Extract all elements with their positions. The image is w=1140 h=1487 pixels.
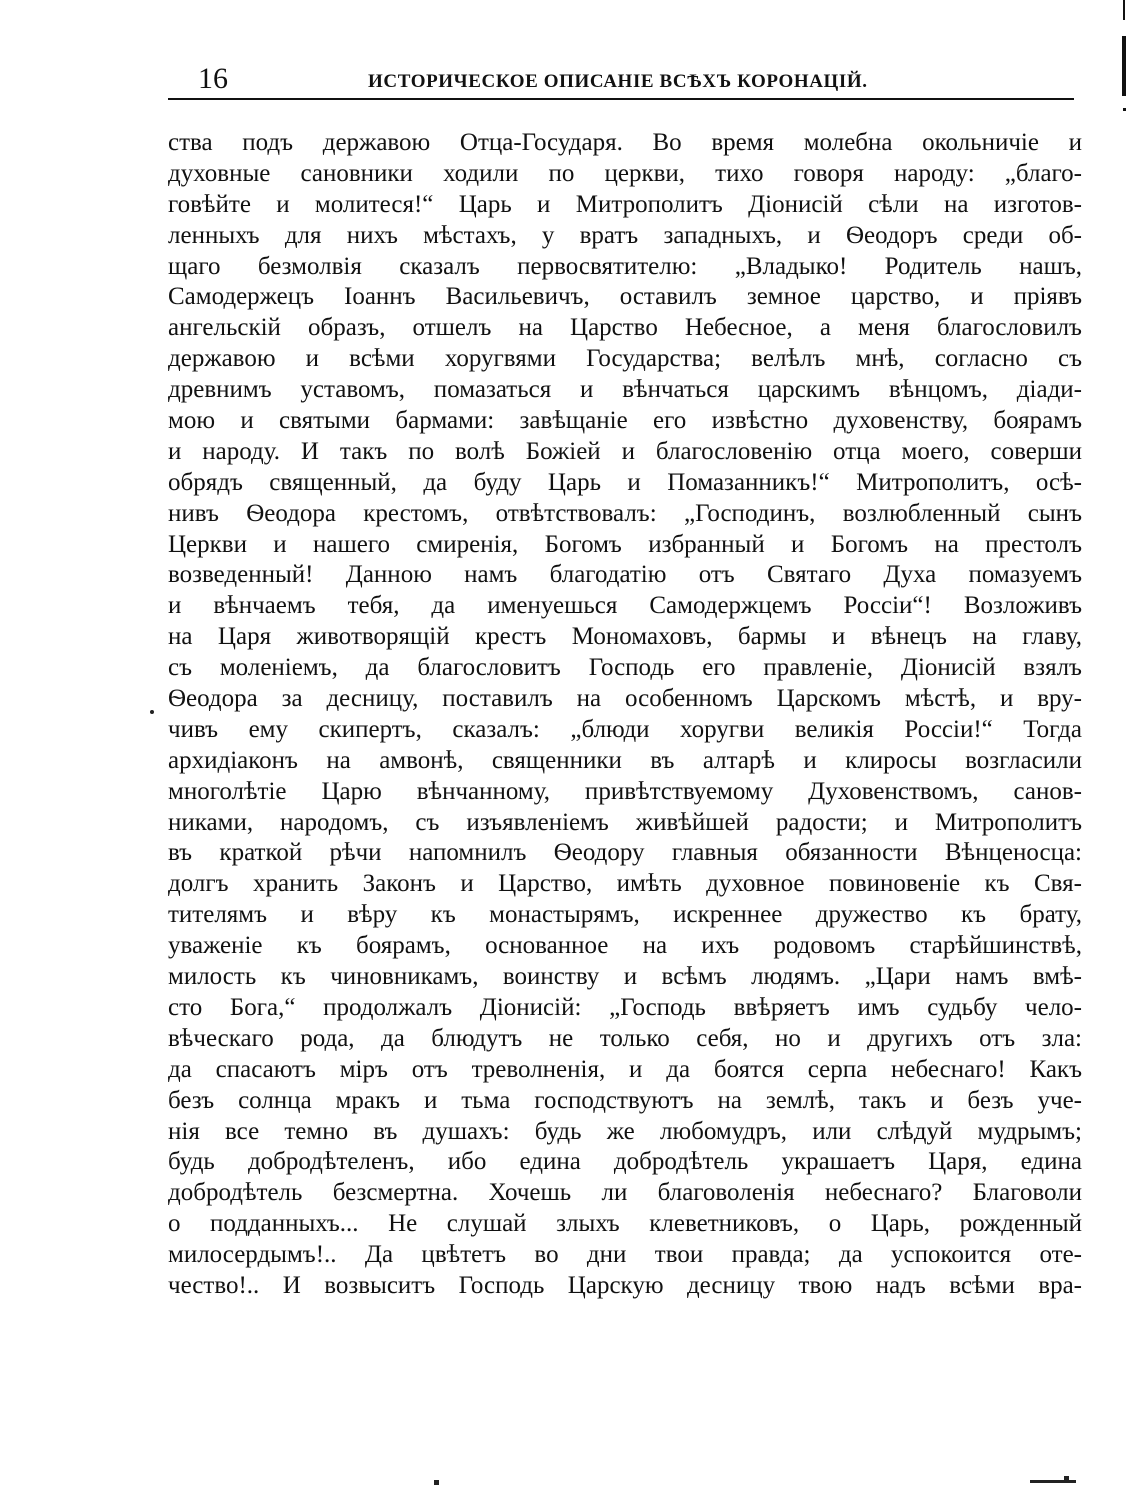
body-text — [168, 128, 1082, 1302]
scan-speck — [150, 710, 154, 714]
text-line: никами, народомъ, съ изъявленіемъ живѣйшей радости; и Митрополитъ — [168, 808, 1082, 836]
text-line: многолѣтіе Царю вѣнчанному, привѣтствуемому Духовенствомъ, санов- — [168, 777, 1082, 805]
text-line: нивъ Ѳеодора крестомъ, отвѣтствовалъ: „Господинъ, возлюбленный сынъ — [168, 499, 1082, 527]
text-line: чивъ ему скипертъ, сказалъ: „блюди хоругви великія Россіи!“ Тогда — [168, 715, 1082, 743]
margin-mark-bar — [1123, 0, 1125, 20]
text-line: ленныхъ для нихъ мѣстахъ, у вратъ западныхъ, и Ѳеодоръ среди об- — [168, 221, 1082, 249]
text-line: архидіаконъ на амвонѣ, священники въ алтарѣ и клиросы возгласили — [168, 746, 1082, 774]
text-line: державою и всѣми хоругвями Государства; велѣлъ мнѣ, согласно съ — [168, 345, 1082, 373]
bottom-edge-mark-line — [1030, 1480, 1076, 1483]
text-line: духовные сановники ходили по церкви, тихо говоря народу: „благо- — [168, 159, 1082, 187]
margin-mark — [1122, 0, 1128, 130]
text-line: ангельскій образъ, отшелъ на Царство Небесное, а меня благословилъ — [168, 314, 1082, 342]
page-header — [168, 62, 1074, 100]
text-line: мою и святыми бармами: завѣщаніе его извѣстно духовенству, боярамъ — [168, 407, 1082, 435]
bottom-edge-mark — [1030, 1476, 1076, 1484]
text-line: да спасаютъ міръ отъ треволненія, и да боятся серпа небеснаго! Какъ — [168, 1055, 1082, 1083]
text-line: безъ солнца мракъ и тьма господствуютъ на землѣ, такъ и безъ уче- — [168, 1086, 1082, 1114]
text-line: обрядъ священный, да буду Царь и Помазанникъ!“ Митрополитъ, осѣ- — [168, 468, 1082, 496]
text-line: возведенный! Данною намъ благодатію отъ Святаго Духа помазуемъ — [168, 561, 1082, 589]
text-line: и вѣнчаемъ тебя, да именуешься Самодержцемъ Россіи“! Возложивъ — [168, 592, 1082, 620]
text-line: милосердымъ!.. Да цвѣтетъ во дни твои правда; да успокоится оте- — [168, 1241, 1082, 1269]
margin-mark-bar — [1122, 36, 1126, 96]
text-line: тителямъ и вѣру къ монастырямъ, искреннее дружество къ брату, — [168, 901, 1082, 929]
text-line: чество!.. И возвыситъ Господь Царскую десницу твою надъ всѣми вра- — [168, 1271, 1082, 1299]
text-line: уваженіе къ боярамъ, основанное на ихъ родовомъ старѣйшинствѣ, — [168, 932, 1082, 960]
text-line: ства подъ державою Отца-Государя. Во время молебна окольничіе и — [168, 129, 1082, 156]
text-line: Самодержецъ Іоаннъ Васильевичъ, оставилъ земное царство, и пріявъ — [168, 283, 1082, 311]
text-line: древнимъ уставомъ, помазаться и вѣнчаться царскимъ вѣнцомъ, діади- — [168, 376, 1082, 404]
text-line: нія все темно въ душахъ: будь же любомудръ, или слѣдуй мудрымъ; — [168, 1117, 1082, 1145]
text-line: съ моленіемъ, да благословитъ Господь его правленіе, Діонисій взялъ — [168, 654, 1082, 682]
text-line: милость къ чиновникамъ, воинству и всѣмъ людямъ. „Цари намъ вмѣ- — [168, 963, 1082, 991]
text-line: о подданныхъ... Не слушай злыхъ клеветниковъ, о Царь, рожденный — [168, 1210, 1082, 1238]
text-line: щаго безмолвія сказалъ первосвятителю: „Владыко! Родитель нашъ, — [168, 252, 1082, 280]
text-line: Ѳеодора за десницу, поставилъ на особенномъ Царскомъ мѣстѣ, и вру- — [168, 685, 1082, 713]
bottom-edge-mark-tick — [1064, 1476, 1069, 1481]
text-line: сто Бога,“ продолжалъ Діонисій: „Господь ввѣряетъ имъ судьбу чело- — [168, 993, 1082, 1021]
margin-mark-dot — [1123, 108, 1126, 111]
text-line: Церкви и нашего смиренія, Богомъ избранный и Богомъ на престолъ — [168, 530, 1082, 558]
text-line: и народу. И такъ по волѣ Божіей и благословенію отца моего, соверши — [168, 437, 1082, 465]
page-number: 16 — [198, 62, 228, 95]
text-line: вѣческаго рода, да блюдутъ не только себя, но и другихъ отъ зла: — [168, 1024, 1082, 1052]
text-line: будь добродѣтеленъ, ибо едина добродѣтель украшаетъ Царя, едина — [168, 1148, 1082, 1176]
text-line: на Царя животворящій крестъ Мономаховъ, бармы и вѣнецъ на главу, — [168, 623, 1082, 651]
text-line: долгъ хранить Законъ и Царство, имѣть духовное повиновеніе къ Свя- — [168, 870, 1082, 898]
text-line: добродѣтель безсмертна. Хочешь ли благоволенія небеснаго? Благоволи — [168, 1179, 1082, 1207]
text-line: говѣйте и молитеся!“ Царь и Митрополитъ Діонисій сѣли на изготов- — [168, 190, 1082, 218]
running-title: ИСТОРИЧЕСКОЕ ОПИСАНІЕ ВСѢХЪ КОРОНАЦІЙ. — [368, 71, 868, 92]
text-line: въ краткой рѣчи напомнилъ Ѳеодору главныя обязанности Вѣнценосца: — [168, 839, 1082, 867]
scan-speck — [434, 1480, 439, 1485]
